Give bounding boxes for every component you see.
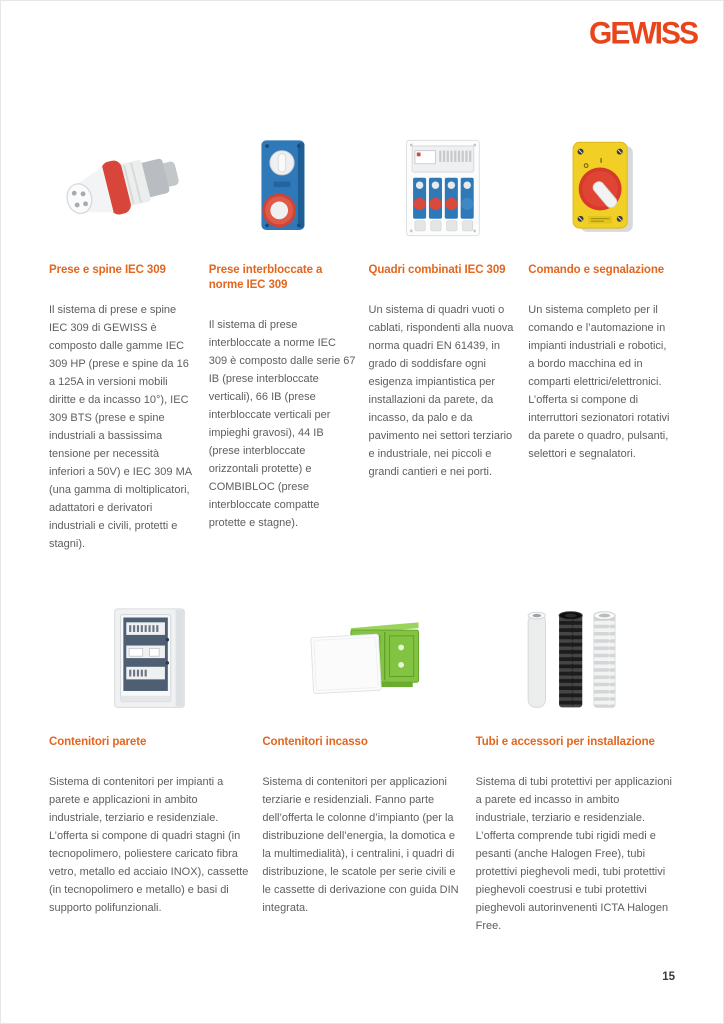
product-description: Un sistema di quadri vuoti o cablati, rispondenti alla nuova norma quadri EN 61439, in grado di soddisfare ogni esigenza impiantistica per installazioni da parete, da incasso, da palo e da pavimento nei settori terziario e industriale, nei piccoli e grandi cantieri e nei porti. (368, 304, 514, 478)
product-heading: Quadri combinati IEC 309 (368, 264, 506, 276)
product-image-protective-tubes (476, 601, 675, 721)
product-image-combined-board (369, 127, 516, 249)
page-number: 15 (662, 971, 675, 983)
product-card-quadri-combinati (369, 127, 516, 553)
product-description: Sistema di tubi protettivi per applicazioni a parete ed incasso in ambito industriale, terziario e residenziale. L’offerta comprende tubi rigidi medi e pesanti (anche Halogen Free), tubi protettivi pieghevoli medi, tubi protettivi pieghevoli coestrusi e tubi protettivi pieghevoli autorinvenenti ICTA Halogen Free. (475, 776, 672, 932)
product-description: Sistema di contenitori per impianti a parete e applicazioni in ambito industriale, terziario e residenziale. L’offerta si compone di quadri stagni (in tecnopolimero, poliestere caricato fibra vetro, metallo ed acciaio INOX), cassette (in tecnopolimero e metallo) e basi di supporto polifunzionali. (49, 776, 249, 914)
rotary-switch-icon (532, 134, 672, 242)
product-heading: Contenitori incasso (262, 736, 368, 748)
product-description: Il sistema di prese e spine IEC 309 di GEWISS è composto dalle gamme IEC 309 HP (prese e spine da 16 a 125A in versioni mobili diritte e da incasso 10°), IEC 309 BTS (prese e spine industriali a bassissima tensione per necessità inferiori a 50V) e IEC 309 MA (una gamma di moltiplicatori, adattatori e derivatori industriali e civili, protetti e stagni). (49, 304, 192, 550)
gewiss-logo: GEWISS (588, 16, 697, 51)
product-heading: Contenitori parete (49, 736, 147, 748)
product-image-flush-enclosure (262, 601, 461, 721)
product-card-contenitori-incasso (262, 601, 461, 935)
product-card-tubi-accessori (476, 601, 675, 935)
combined-board-icon (372, 134, 512, 242)
product-description: Il sistema di prese interbloccate a norme IEC 309 è composto dalle serie 67 IB (prese interbloccate verticali), 66 IB (prese interbloccate verticali per impieghi gravosi), 44 IB (prese interbloccate orizzontali protette) e COMBIBLOC (prese interbloccate compatte protette e stagne). (208, 319, 356, 529)
product-heading: Prese interbloccate a norme IEC 309 (208, 264, 323, 291)
product-description: Sistema di contenitori per applicazioni terziarie e residenziali. Fanno parte dell’offerta le colonne d’impianto (per la distribuzione dell’energia, la domotica e la multimedialità), i centralini, i quadri di distribuzione, le scatole per serie civili e le cassette di derivazione con guida DIN integrata. (262, 776, 459, 914)
products-row-2 (49, 601, 675, 935)
products-row-1 (49, 127, 675, 553)
product-card-prese-spine (49, 127, 196, 553)
product-card-comando-segnalazione (528, 127, 675, 553)
flush-enclosure-icon (289, 603, 434, 719)
product-heading: Tubi e accessori per installazione (475, 736, 655, 748)
product-image-wall-enclosure (49, 601, 248, 721)
product-heading: Prese e spine IEC 309 (49, 264, 166, 276)
product-description: Un sistema completo per il comando e l’automazione in impianti industriali e robotici, a bordo macchina ed in comparti elettrici/elettronici. L’offerta si compone di interruttori sezionatori rotativi da parete o quadro, pulsanti, selettori e segnalatori. (528, 304, 670, 460)
iec-309-plug-icon (52, 134, 192, 242)
content (1, 1, 723, 935)
product-image-interlocked-socket (209, 127, 356, 249)
wall-enclosure-icon (76, 603, 221, 719)
product-image-rotary-switch (528, 127, 675, 249)
product-card-prese-interbloccate (209, 127, 356, 553)
product-image-iec-309-plug (49, 127, 196, 249)
interlocked-socket-icon (212, 134, 352, 242)
protective-tubes-icon (503, 603, 648, 719)
product-heading: Comando e segnalazione (528, 264, 665, 276)
product-card-contenitori-parete (49, 601, 248, 935)
page-header (588, 16, 697, 51)
